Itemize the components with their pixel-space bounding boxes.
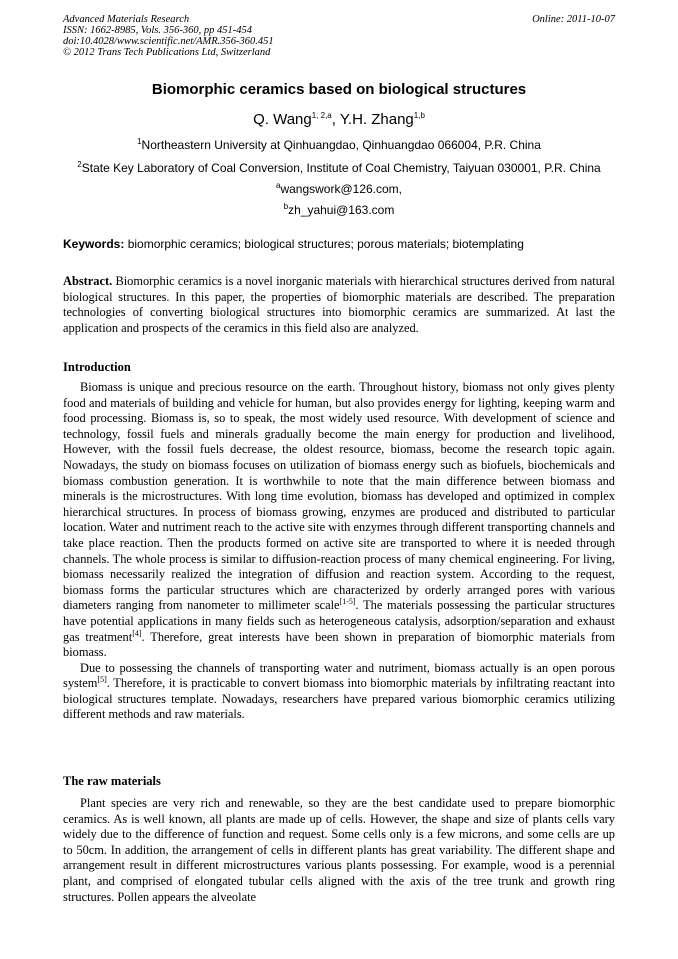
affiliation-marker: b — [283, 202, 289, 211]
citation: [1-5] — [339, 597, 356, 607]
keywords-label: Keywords: — [63, 237, 125, 251]
raw-materials-paragraph-1: Plant species are very rich and renewable, so they are the best candidate used to prepare biomorphic ceramics. As is well known, all plants are made up of cells. However, the shape and size of plants cells vary widely due to the difference of function and request. Some cells only is a few microns, and some cells are up to 50cm. In addition, the arrangement of cells in different plants has great variability. The different shape and arrangement result in different microstructures various plants possessing. For example, wood is a perennial plant, and comprised of elongated tubular cells aligned with the axis of the tree trunk and growth ring structures. Pollen appears the alveolate — [63, 796, 615, 904]
affiliation-2 — [0, 161, 678, 175]
journal-header — [63, 14, 615, 58]
affiliation-text: State Key Laboratory of Coal Conversion, Institute of Coal Chemistry, Taiyuan 030001, P.R. China — [81, 161, 601, 175]
introduction-body — [63, 380, 615, 723]
journal-name: Advanced Materials Research — [63, 14, 190, 25]
email-a — [0, 182, 678, 196]
keywords — [63, 237, 615, 251]
raw-materials-heading: The raw materials — [63, 774, 161, 788]
paragraph-text: . Therefore, great interests have been shown in preparation of biomorphic materials from biomass. — [63, 629, 616, 660]
issn-line: ISSN: 1662-8985, Vols. 356-360, pp 451-454 — [63, 25, 252, 36]
author-superscript: 1,b — [413, 111, 425, 120]
author-line — [0, 111, 678, 128]
paragraph-text: . Therefore, it is practicable to convert biomass into biomorphic materials by infiltrating reactant into biological structures template. Nowadays, researchers have prepared various biomorphic ceramics utilizing different methods and raw materials. — [63, 676, 615, 722]
abstract — [63, 274, 615, 336]
paragraph-text: . The materials possessing the particular structures have potential applications in many fields such as heterogeneous catalysis, adsorption/separation and exhaust gas treatment — [63, 598, 615, 644]
affiliation-text: zh_yahui@163.com — [288, 203, 395, 217]
affiliation-marker: a — [275, 181, 281, 190]
affiliation-text: wangswork@126.com, — [280, 182, 403, 196]
author-name: Y.H. Zhang — [339, 111, 414, 128]
raw-materials-body — [63, 796, 615, 905]
author-separator: , — [331, 111, 340, 128]
introduction-paragraph-2 — [63, 661, 615, 723]
citation: [5] — [97, 675, 107, 685]
paragraph-text: Biomass is unique and precious resource on the earth. Throughout history, biomass not only gives plenty food and materials of building and vehicle for human, but also provides energy for lighting, keeping warm and food processing. Biomass is, so to speak, the most widely used resource. With development of science and technology, fossil fuels and minerals gradually become the main energy for production and livelihood, However, with the fossil fuels decrease, the oldest resource, biomass, become the research topic again. Nowadays, the study on biomass focuses on utilization of biomass energy such as biofuels, biochemicals and biomass combustion generation. It is worthwhile to note that the main difference between biomass and minerals is the microstructures. With long time evolution, biomass has developed and optimized in complex hierarchical structures. In process of biomass growing, enzymes are produced and distributed to particular location. Water and nutriment reach to the active site with enzymes through different transporting channels and take place reaction. Then the products formed on active site are transported to where it is needed through channels. The whole process is similar to diffusion-reaction process of many chemical engineering. For living, biomass necessarily realized the integration of diffusion and reaction system. According to the request, biomass forms the particular structures which are characterized by orderly arranged pores with various diameters ranging from nanometer to millimeter scale — [63, 380, 615, 613]
doi-line: doi:10.4028/www.scientific.net/AMR.356-360.451 — [63, 36, 274, 47]
author-superscript: 1, 2,a — [311, 111, 332, 120]
copyright-line: © 2012 Trans Tech Publications Ltd, Switzerland — [63, 47, 271, 58]
email-b — [0, 203, 678, 217]
affiliation-marker: 1 — [137, 137, 142, 146]
keywords-text: biomorphic ceramics; biological structures; porous materials; biotemplating — [124, 237, 524, 251]
citation: [4] — [132, 628, 142, 638]
affiliation-marker: 2 — [77, 160, 82, 169]
paper-title: Biomorphic ceramics based on biological structures — [151, 81, 527, 98]
affiliation-text: Northeastern University at Qinhuangdao, Qinhuangdao 066004, P.R. China — [141, 138, 541, 152]
affiliation-1 — [0, 138, 678, 152]
author-name: Q. Wang — [253, 111, 312, 128]
abstract-label: Abstract. — [63, 274, 113, 288]
introduction-heading: Introduction — [63, 360, 131, 374]
paragraph-text: Due to possessing the channels of transporting water and nutriment, biomass actually is an open porous system — [63, 660, 615, 691]
abstract-text: Biomorphic ceramics is a novel inorganic materials with hierarchical structures derived from natural biological structures. In this paper, the properties of biomorphic materials are described. The preparation technologies of converting biological structures into biomorphic ceramics are summarized. At last the application and prospects of the ceramics in this field also are analyzed. — [63, 274, 615, 335]
online-date: Online: 2011-10-07 — [532, 14, 615, 25]
introduction-paragraph-1 — [63, 380, 615, 661]
